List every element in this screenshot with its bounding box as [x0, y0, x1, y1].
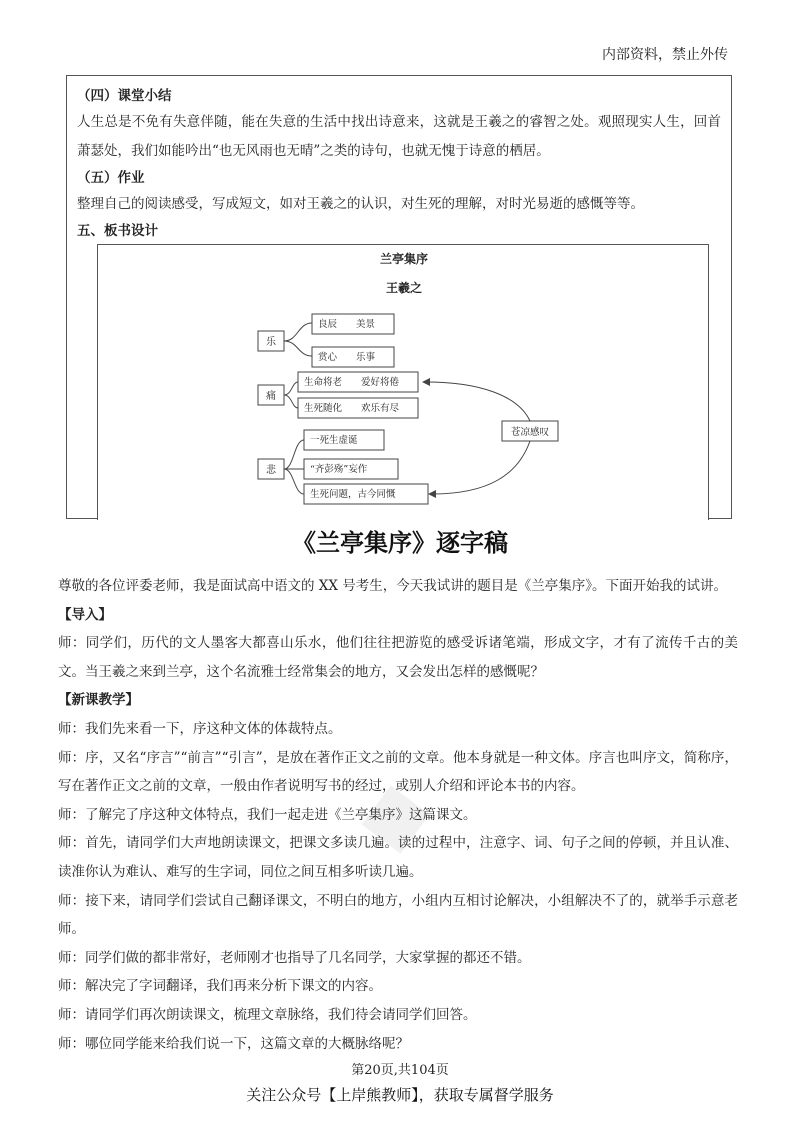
joy-branch-2: [284, 341, 312, 356]
arrow-head-pain: [422, 378, 430, 386]
intro-text: 师：同学们，历代的文人墨客大都喜山乐水，他们往往把游览的感受诉诸笔端，形成文字，才有了流传千古的美文。当王羲之来到兰亭，这个名流雅士经常集会的地方，又会发出怎样的感慨呢？: [58, 635, 738, 680]
script-line: 师：哪位同学能来给我们说一下，这篇文章的大概脉络呢？: [58, 1035, 409, 1052]
pain-branch-1: [284, 382, 298, 395]
sorrow-item-3: 生死问题，古今同慨: [310, 489, 396, 500]
arrow-head-sorrow: [428, 490, 436, 498]
sorrow-item-1: 一死生虚诞: [310, 435, 358, 446]
pain-item-1: 生命将老 爱好将倦: [304, 377, 400, 388]
script-title: 《兰亭集序》逐字稿: [292, 529, 508, 557]
new-lesson-tag: 【新课教学】: [58, 692, 139, 709]
board-design-diagram: [97, 244, 709, 520]
pain-item-2: 生死随化 欢乐有尽: [304, 403, 400, 414]
board-author: 王羲之: [385, 281, 423, 295]
watermark: ◆: [353, 755, 437, 870]
script-opening: 尊敬的各位评委老师，我是面试高中语文的 XX 号考生，今天我试讲的题目是《兰亭集序》。下面开始我的试讲。: [58, 578, 728, 594]
summary-text: 人生总是不免有失意伴随，能在失意的生活中找出诗意来，这就是王羲之的睿智之处。观照现实人生，回首萧瑟处，我们如能吟出“也无风雨也无晴”之类的诗句，也就无愧于诗意的栖居。: [77, 114, 721, 159]
lesson-plan-box: [66, 75, 732, 519]
script-line: 师：解决完了字词翻译，我们再来分析下课文的内容。: [58, 978, 382, 995]
pain-branch-2: [284, 395, 298, 408]
side-note-label: 苍凉感叹: [510, 427, 550, 438]
joy-root-label: 乐: [266, 337, 276, 348]
script-line: 师：我们先来看一下，序这种文体的体裁特点。: [58, 720, 342, 737]
script-line: 师：接下来，请同学们尝试自己翻译课文，不明白的地方，小组内互相讨论解决，小组解决不了的，就举手示意老师。: [58, 892, 738, 938]
sorrow-branch-3: [284, 469, 304, 494]
board-design-heading: 五、板书设计: [77, 223, 158, 239]
joy-item-2: 赏心 乐事: [318, 352, 376, 363]
script-line: 师：序，又名“序言”“前言”“引言”，是放在著作正文之前的文章。他本身就是一种文体。序言也叫序文，简称序，写在著作正文之前的文章，一般由作者说明写书的经过，或别人介绍和评论本书的内容。: [58, 749, 738, 795]
script-line: 师：首先，请同学们大声地朗读课文，把课文多读几遍。读的过程中，注意字、词、句子之间的停顿，并且认准、读准你认为难认、难写的生字词，同位之间互相多听读几遍。: [58, 835, 738, 880]
script-line: 师：同学们做的都非常好，老师刚才也指导了几名同学，大家掌握的都还不错。: [58, 949, 531, 966]
pain-root-label: 痛: [266, 391, 276, 402]
joy-item-1: 良辰 美景: [318, 319, 376, 330]
sorrow-root-label: 悲: [266, 465, 276, 476]
homework-heading: （五）作业: [77, 170, 145, 186]
intro-tag: 【导入】: [58, 606, 112, 623]
script-body: [58, 572, 738, 1058]
footer-cta: 关注公众号【上岸熊教师】，获取专属督学服务: [246, 1086, 554, 1104]
board-title: 兰亭集序: [379, 252, 429, 266]
script-line: 师：了解完了序这种文体特点，我们一起走进《兰亭集序》这篇课文。: [58, 806, 477, 823]
arrow-to-sorrow: [432, 441, 530, 494]
homework-text: 整理自己的阅读感受，写成短文，如对王羲之的认识，对生死的理解，对时光易逝的感慨等等。: [77, 196, 644, 212]
arrow-to-pain: [426, 382, 530, 421]
joy-branch-1: [284, 323, 312, 341]
page-number: 第20页,共104页: [351, 1063, 449, 1078]
summary-heading: （四）课堂小结: [77, 88, 172, 104]
sorrow-item-2: “齐彭殇”妄作: [310, 464, 368, 475]
script-line: 师：请同学们再次朗读课文，梳理文章脉络，我们待会请同学们回答。: [58, 1006, 477, 1023]
header-confidential-note: 内部资料，禁止外传: [602, 47, 728, 63]
sorrow-branch-1: [284, 440, 304, 469]
